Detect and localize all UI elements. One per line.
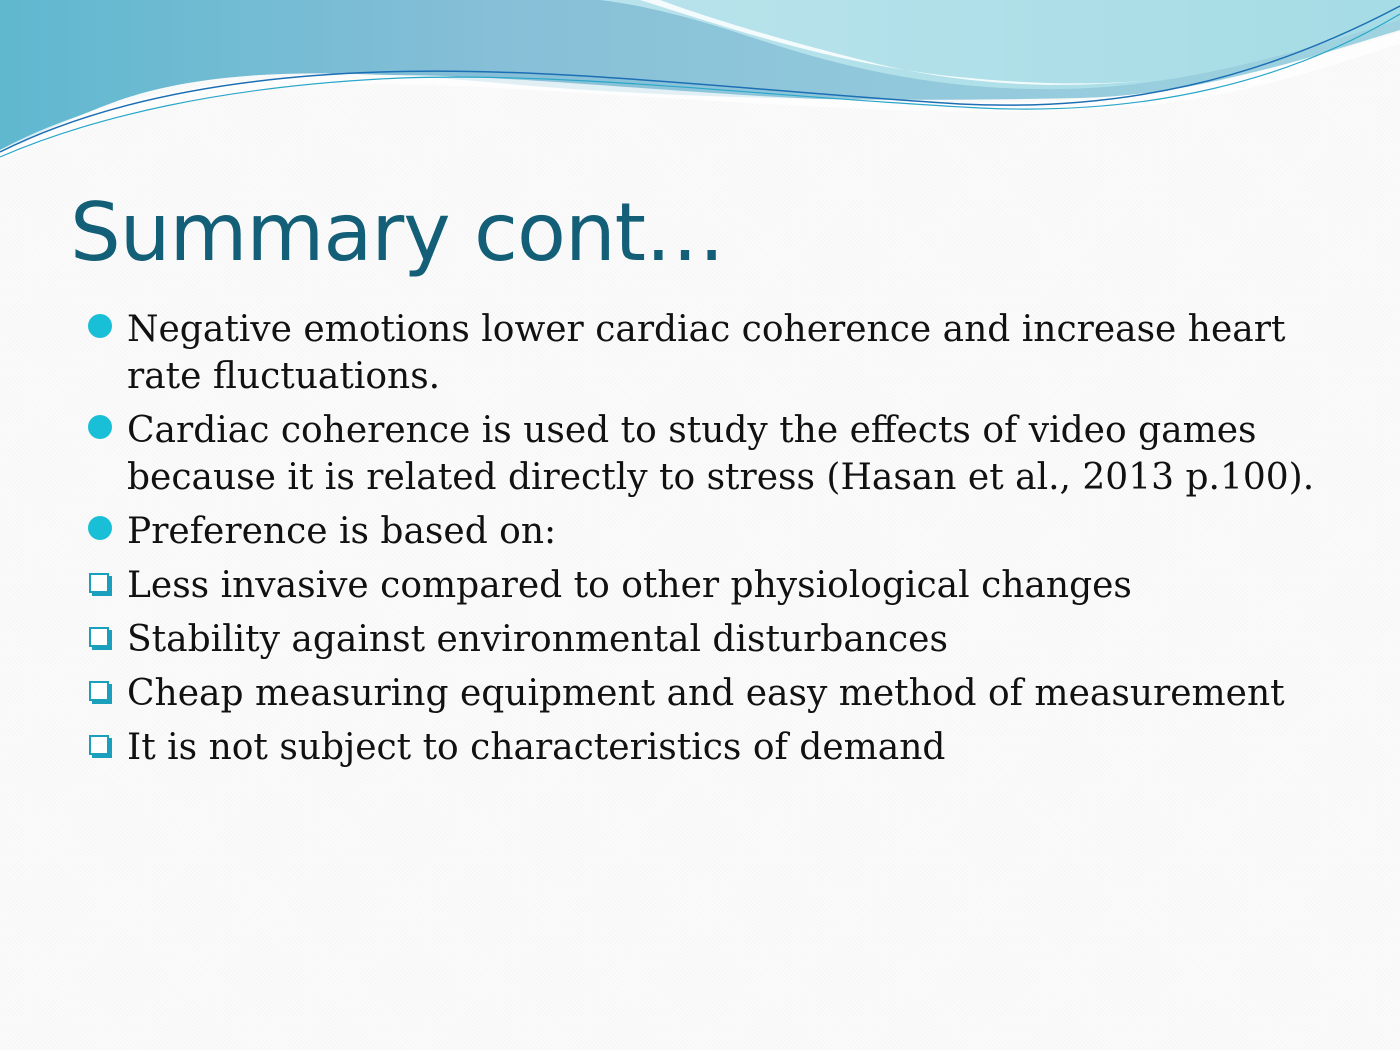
- bullet-item: [85, 407, 1325, 501]
- bullet-item: [85, 508, 1325, 555]
- bullet-square-icon: [85, 562, 121, 609]
- bullet-text: Negative emotions lower cardiac coherence and increase heart rate fluctuations.: [127, 309, 1286, 397]
- header-wave-decoration: [0, 0, 1400, 170]
- bullet-dot-icon: [85, 306, 121, 353]
- bullet-dot-icon: [85, 508, 121, 555]
- sub-bullet-item: [85, 670, 1325, 717]
- bullet-dot-icon: [85, 407, 121, 454]
- sub-bullet-item: [85, 562, 1325, 609]
- bullet-square-icon: [85, 616, 121, 663]
- bullet-text: Cardiac coherence is used to study the effects of video games because it is related directly to stress (Hasan et al., 2013 p.100).: [127, 410, 1315, 498]
- bullet-text: Less invasive compared to other physiological changes: [127, 565, 1132, 606]
- bullet-text: Stability against environmental disturbances: [127, 619, 948, 660]
- sub-bullet-item: [85, 616, 1325, 663]
- bullet-list: [85, 306, 1325, 778]
- bullet-text: Preference is based on:: [127, 511, 557, 552]
- bullet-item: [85, 306, 1325, 400]
- bullet-square-icon: [85, 670, 121, 717]
- slide-title: Summary cont…: [70, 186, 725, 279]
- sub-bullet-item: [85, 724, 1325, 771]
- bullet-square-icon: [85, 724, 121, 771]
- bullet-text: It is not subject to characteristics of demand: [127, 727, 946, 768]
- bullet-text: Cheap measuring equipment and easy method of measurement: [127, 673, 1285, 714]
